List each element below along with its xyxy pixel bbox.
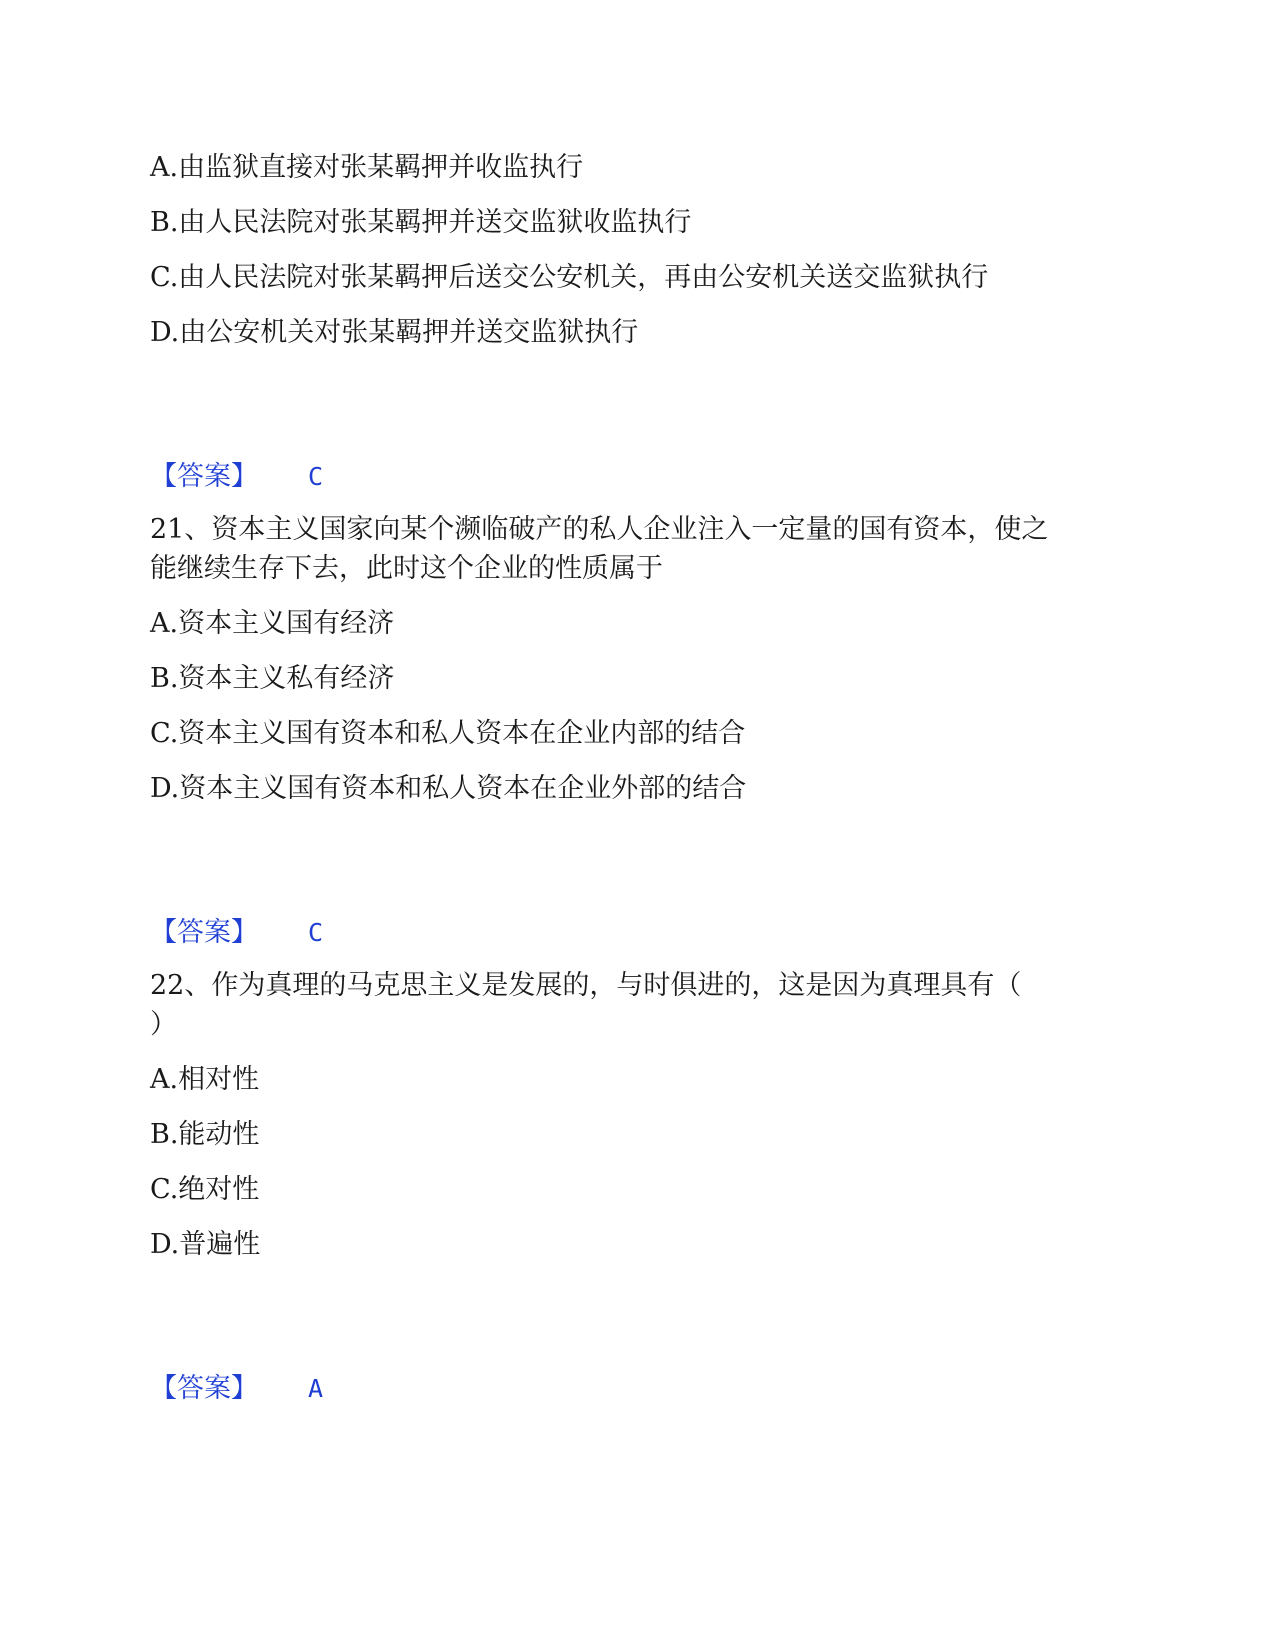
answer-label: 【答案】 — [150, 917, 258, 948]
q22-stem-line1: 22、作为真理的马克思主义是发展的，与时俱进的，这是因为真理具有（ — [150, 970, 1022, 1001]
q21-option-c: C.资本主义国有资本和私人资本在企业内部的结合 — [150, 718, 746, 749]
q20-option-a: A.由监狱直接对张某羁押并收监执行 — [150, 152, 584, 183]
answer-value: C — [308, 462, 324, 491]
q22-answer — [150, 1369, 324, 1409]
q22-option-b: B.能动性 — [150, 1119, 260, 1150]
q22-stem-line2: ） — [150, 1009, 177, 1040]
q21-option-a: A.资本主义国有经济 — [150, 608, 395, 639]
q20-option-d: D.由公安机关对张某羁押并送交监狱执行 — [150, 317, 639, 348]
q21-option-b: B.资本主义私有经济 — [150, 663, 395, 694]
q22-option-c: C.绝对性 — [150, 1174, 260, 1205]
q21-stem-line2: 能继续生存下去，此时这个企业的性质属于 — [150, 553, 663, 584]
answer-label: 【答案】 — [150, 1373, 258, 1404]
q21-stem-line1: 21、资本主义国家向某个濒临破产的私人企业注入一定量的国有资本，使之 — [150, 514, 1049, 545]
q20-option-c: C.由人民法院对张某羁押后送交公安机关，再由公安机关送交监狱执行 — [150, 262, 989, 293]
answer-value: C — [308, 918, 324, 947]
answer-value: A — [308, 1374, 324, 1403]
q20-option-b: B.由人民法院对张某羁押并送交监狱收监执行 — [150, 207, 692, 238]
q22-option-a: A.相对性 — [150, 1064, 260, 1095]
q20-answer — [150, 457, 324, 497]
q21-option-d: D.资本主义国有资本和私人资本在企业外部的结合 — [150, 773, 747, 804]
q22-option-d: D.普遍性 — [150, 1229, 261, 1260]
q21-answer — [150, 913, 324, 953]
answer-label: 【答案】 — [150, 461, 258, 492]
